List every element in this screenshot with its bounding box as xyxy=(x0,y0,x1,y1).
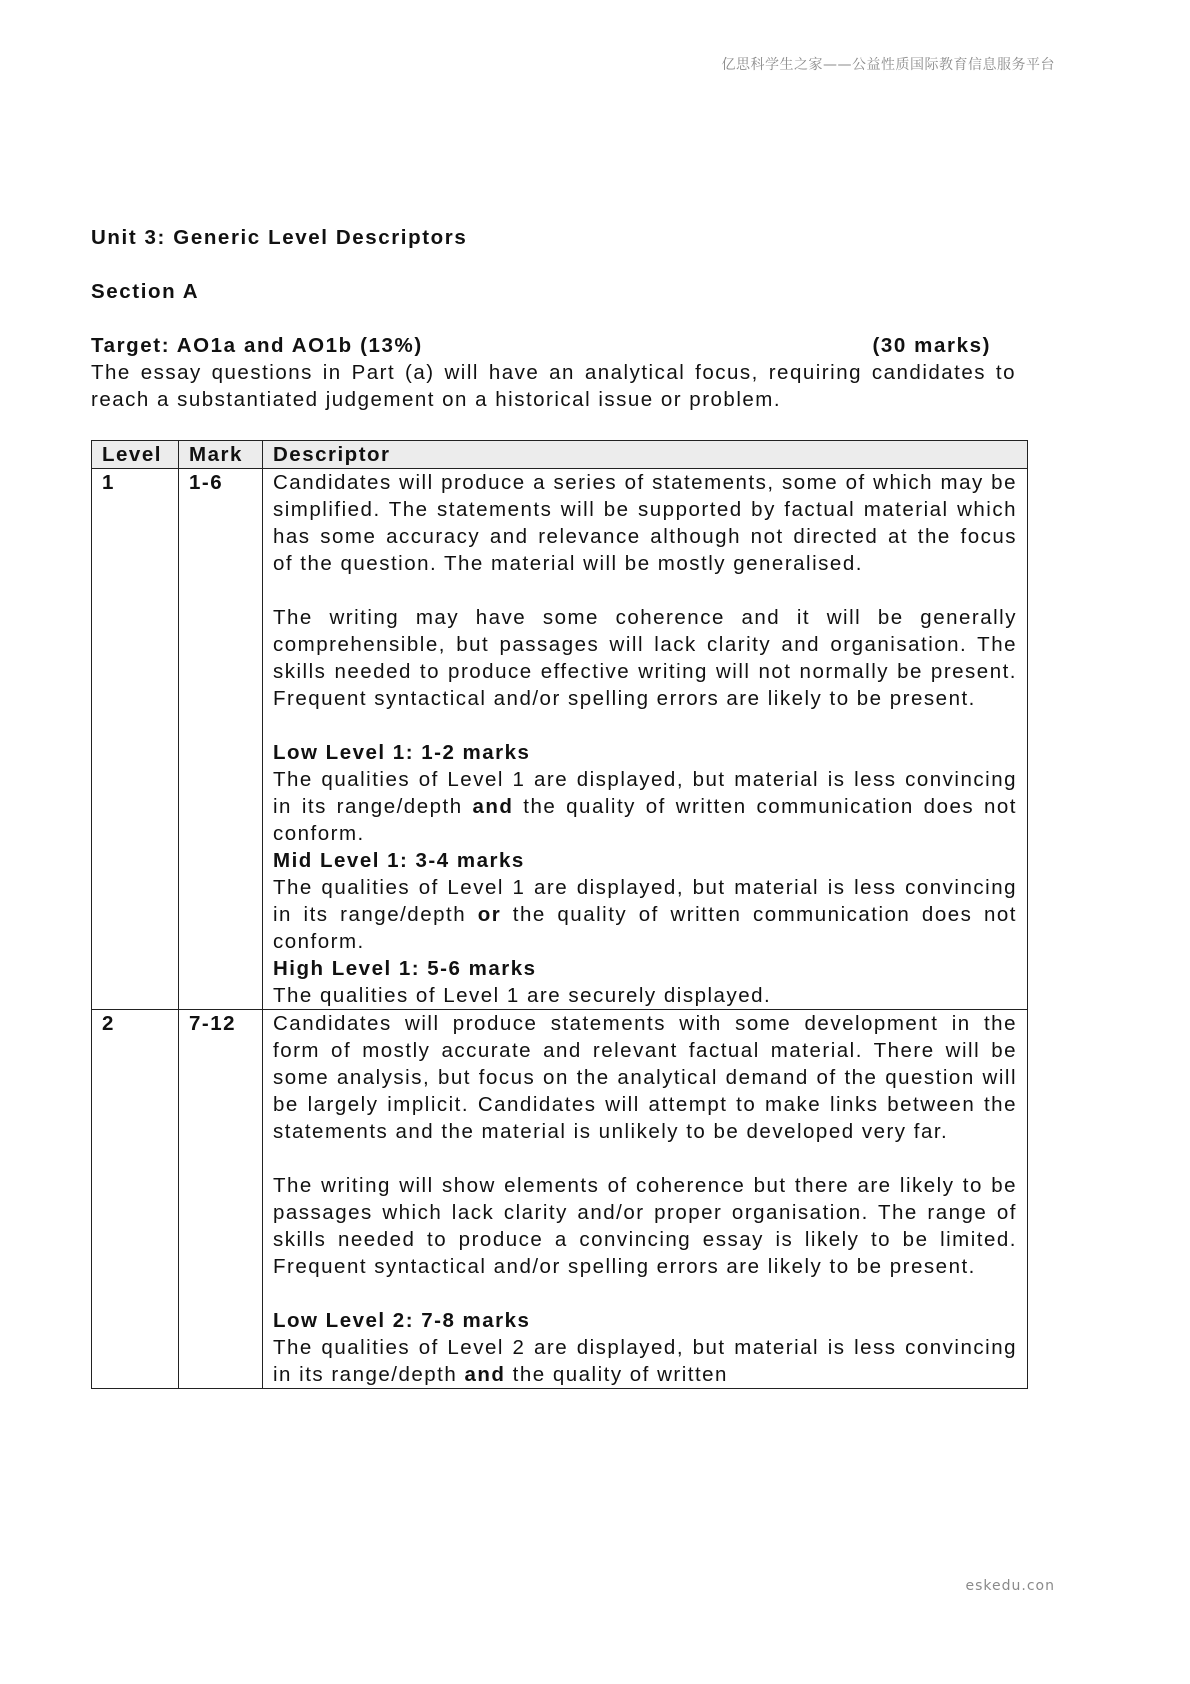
sublevel-heading: Low Level 2: 7-8 marks xyxy=(273,1309,531,1332)
column-header-level: Level xyxy=(92,441,179,469)
descriptor-paragraph: The writing will show elements of coherence but there are likely to be passages which lack clarity and/or proper organisation. The range of skills needed to produce a convincing essay is likely to be limited. Frequent syntactical and/or spelling errors are likely to be present. xyxy=(273,1174,1017,1278)
document-title: Unit 3: Generic Level Descriptors xyxy=(91,226,468,249)
keyword: and xyxy=(464,1363,506,1386)
table-header-row xyxy=(92,441,1028,469)
descriptor-cell xyxy=(263,1010,1028,1389)
section-heading: Section A xyxy=(91,280,200,303)
mark-cell: 7-12 xyxy=(179,1010,263,1389)
keyword: or xyxy=(477,903,502,926)
level-cell: 1 xyxy=(92,469,179,1010)
descriptor-paragraph: The writing may have some coherence and it will be generally comprehensible, but passages will lack clarity and organisation. The skills needed to produce effective writing will not normally be present. Frequent syntactical and/or spelling errors are likely to be present. xyxy=(273,606,1017,710)
page-footer-site: eskedu.con xyxy=(965,1578,1055,1594)
document-body xyxy=(91,224,1031,1389)
target-label: Target: AO1a and AO1b (13%) xyxy=(91,334,423,357)
descriptor-cell xyxy=(263,469,1028,1010)
level-cell: 2 xyxy=(92,1010,179,1389)
column-header-mark: Mark xyxy=(179,441,263,469)
mark-cell: 1-6 xyxy=(179,469,263,1010)
sublevel-text: The qualities of Level 1 are displayed, but material is less convincing in its range/depth or the quality of written communication does not conform. xyxy=(273,876,1017,953)
sublevel-heading: High Level 1: 5-6 marks xyxy=(273,957,537,980)
descriptor-paragraph: Candidates will produce a series of statements, some of which may be simplified. The statements will be supported by factual material which has some accuracy and relevance although not directed at the focus of the question. The material will be mostly generalised. xyxy=(273,471,1017,575)
sublevel-heading: Low Level 1: 1-2 marks xyxy=(273,741,531,764)
sublevel-text: The qualities of Level 1 are securely displayed. xyxy=(273,984,772,1007)
intro-paragraph: The essay questions in Part (a) will have an analytical focus, requiring candidates to reach a substantiated judgement on a historical issue or problem. xyxy=(91,361,1016,411)
table-row xyxy=(92,1010,1028,1389)
keyword: and xyxy=(472,795,514,818)
sublevel-text: The qualities of Level 1 are displayed, but material is less convincing in its range/depth and the quality of written communication does not conform. xyxy=(273,768,1017,845)
level-descriptors-table xyxy=(91,440,1028,1389)
target-marks: (30 marks) xyxy=(872,334,991,357)
descriptor-paragraph: Candidates will produce statements with some development in the form of mostly accurate and relevant factual material. There will be some analysis, but focus on the analytical demand of the question will be largely implicit. Candidates will attempt to make links between the statements and the material is unlikely to be developed very far. xyxy=(273,1012,1017,1143)
sublevel-text: The qualities of Level 2 are displayed, but material is less convincing in its range/depth and the quality of written xyxy=(273,1336,1017,1386)
target-line xyxy=(91,332,991,359)
sublevel-heading: Mid Level 1: 3-4 marks xyxy=(273,849,525,872)
page-header-watermark: 亿思科学生之家——公益性质国际教育信息服务平台 xyxy=(721,57,1055,73)
column-header-descriptor: Descriptor xyxy=(263,441,1028,469)
table-row xyxy=(92,469,1028,1010)
